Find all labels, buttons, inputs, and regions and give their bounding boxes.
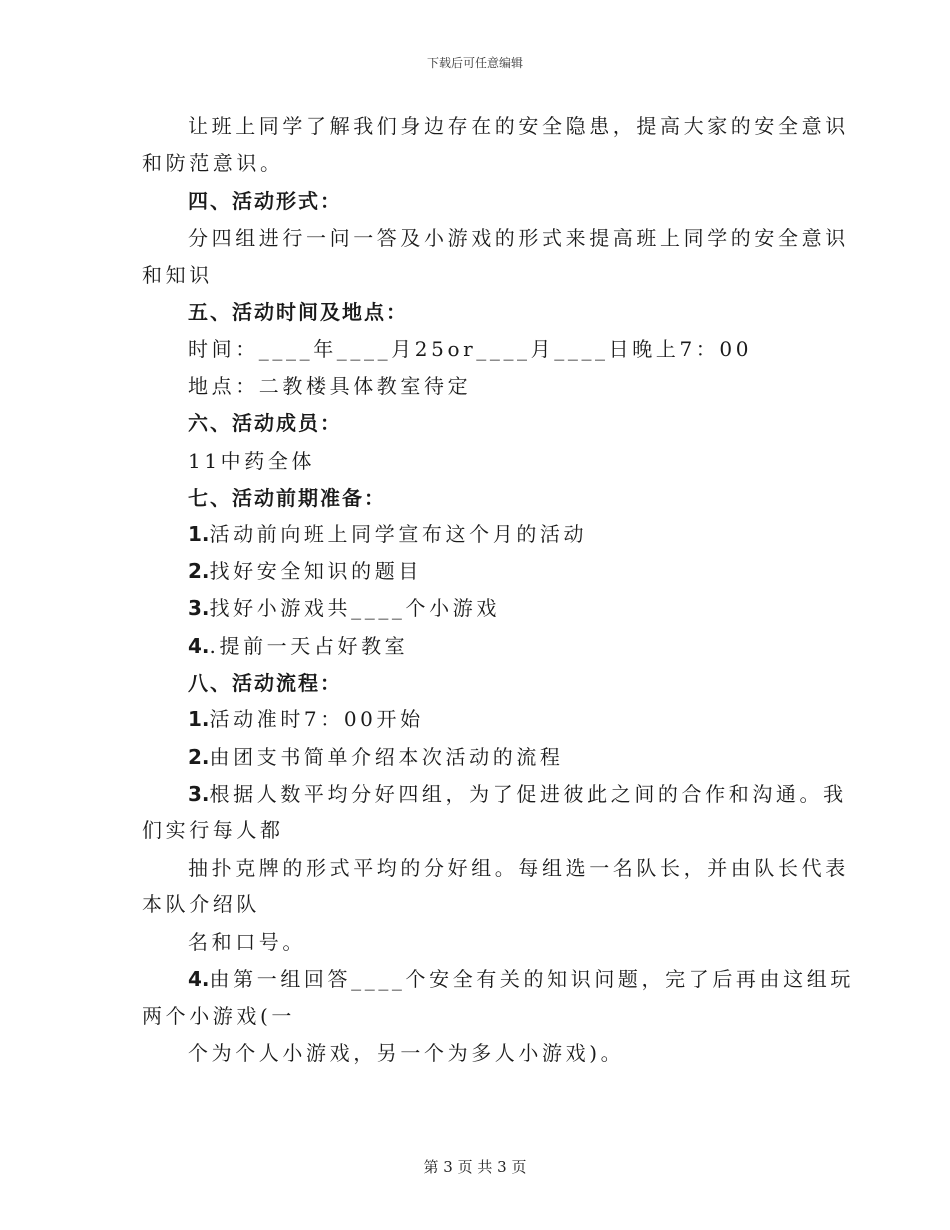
prep-item-1 [188, 522, 587, 546]
prep-item-number: 4. [188, 634, 210, 658]
section8-heading: 八、活动流程： [188, 671, 342, 695]
flow-item-3-line-1 [188, 782, 847, 806]
flow-item-text: 根据人数平均分好四组，为了促进彼此之间的合作和沟通。我 [209, 782, 847, 806]
members-line: 11中药全体 [188, 449, 316, 473]
flow-item-4-line-1 [188, 967, 854, 991]
flow-item-4-line-2: 两个小游戏(一 [142, 1004, 296, 1028]
place-line: 地点：二教楼具体教室待定 [188, 374, 472, 398]
section4-line-2: 和知识 [142, 263, 213, 287]
section4-line-1: 分四组进行一问一答及小游戏的形式来提高班上同学的安全意识 [188, 226, 849, 250]
prep-item-4 [188, 634, 408, 658]
flow-item-number: 4. [188, 967, 210, 991]
flow-item-number: 2. [188, 745, 210, 769]
flow-item-1 [188, 707, 424, 731]
flow-item-2 [188, 745, 564, 769]
page-header: 下载后可任意编辑 [426, 56, 523, 70]
prep-item-text: 活动前向班上同学宣布这个月的活动 [209, 522, 588, 546]
section5-heading: 五、活动时间及地点： [188, 300, 408, 324]
section4-heading: 四、活动形式： [188, 189, 342, 213]
prep-item-text: .提前一天占好教室 [209, 634, 409, 658]
flow-item-3-line-5: 名和口号。 [188, 930, 306, 954]
flow-item-3-line-2: 们实行每人都 [142, 818, 284, 842]
time-line: 时间：____年____月25or____月____日晚上7：00 [188, 337, 753, 361]
prep-item-3 [188, 596, 500, 620]
flow-item-3-line-4: 本队介绍队 [142, 892, 260, 916]
prep-item-number: 3. [188, 596, 210, 620]
section7-heading: 七、活动前期准备： [188, 486, 386, 510]
page-footer: 第 3 页 共 3 页 [423, 1158, 527, 1176]
prep-item-number: 2. [188, 559, 210, 583]
flow-item-text: 活动准时7：00开始 [209, 707, 424, 731]
flow-item-number: 1. [188, 707, 210, 731]
intro-line-2: 和防范意识。 [142, 151, 284, 175]
flow-item-3-line-3: 抽扑克牌的形式平均的分好组。每组选一名队长，并由队长代表 [188, 856, 849, 880]
flow-item-4-line-3: 个为个人小游戏，另一个为多人小游戏)。 [188, 1041, 625, 1065]
flow-item-text: 由团支书简单介绍本次活动的流程 [209, 745, 564, 769]
flow-item-text: 由第一组回答____个安全有关的知识问题，完了后再由这组玩 [209, 967, 854, 991]
prep-item-number: 1. [188, 522, 210, 546]
prep-item-text: 找好小游戏共____个小游戏 [209, 596, 500, 620]
section6-heading: 六、活动成员： [188, 411, 342, 435]
intro-line-1: 让班上同学了解我们身边存在的安全隐患，提高大家的安全意识 [188, 114, 849, 138]
flow-item-number: 3. [188, 782, 210, 806]
prep-item-text: 找好安全知识的题目 [209, 559, 422, 583]
prep-item-2 [188, 559, 422, 583]
